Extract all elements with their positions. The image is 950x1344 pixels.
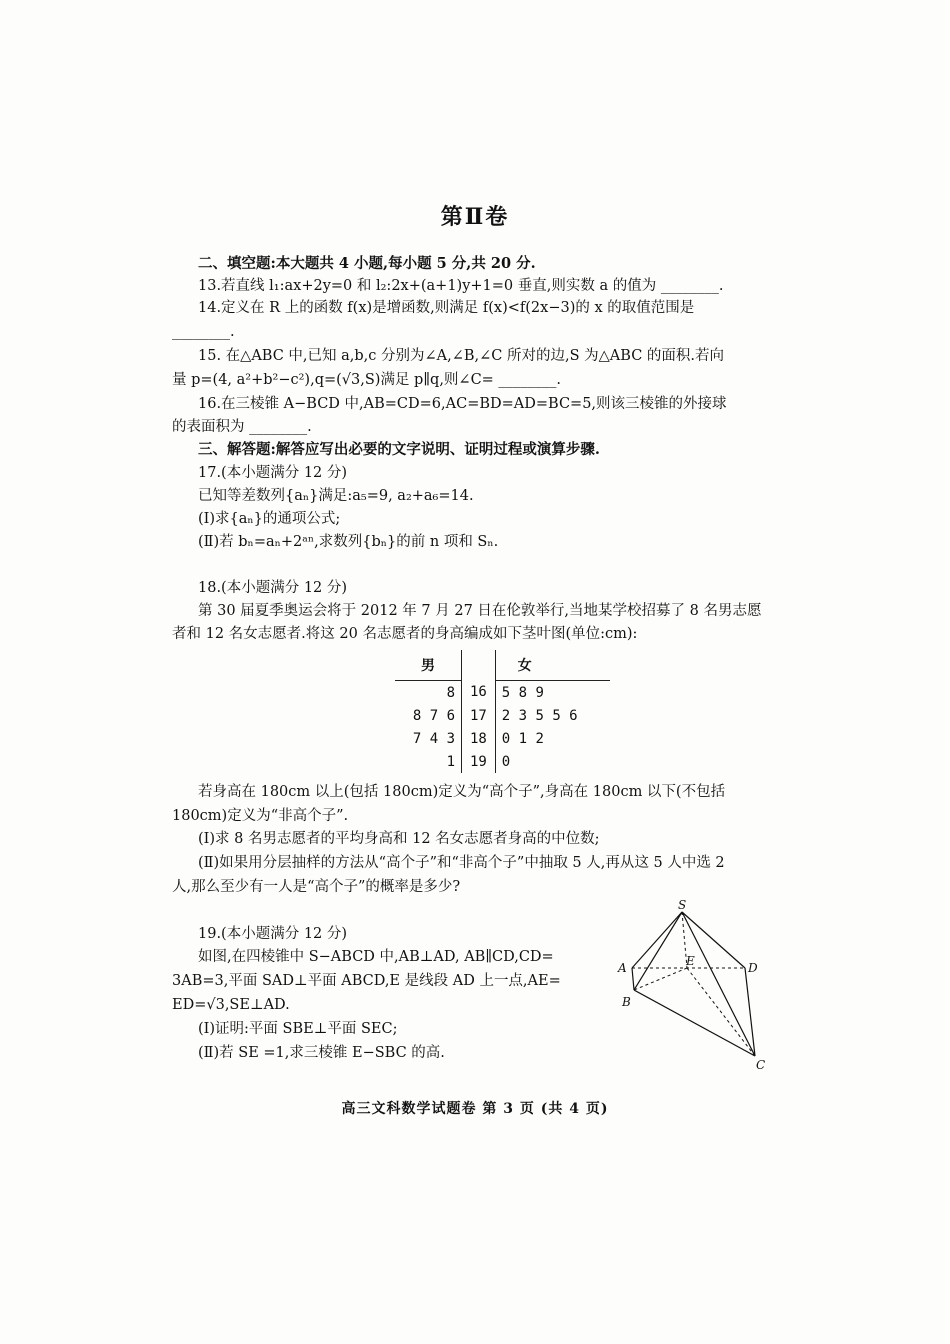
label-d: D — [748, 961, 758, 975]
question-15-line-2: 量 p=(4, a²+b²−c²),q=(√3,S)满足 p∥q,则∠C= ________. — [172, 372, 562, 388]
question-16-line-1: 16.在三棱锥 A−BCD 中,AB=CD=6,AC=BD=AD=BC=5,则该三棱锥的外接球 — [198, 396, 727, 412]
table-row — [395, 681, 610, 705]
male-leaves: 1 — [446, 753, 456, 770]
edge-sa — [632, 912, 682, 968]
label-a: A — [618, 961, 627, 975]
label-c: C — [756, 1058, 766, 1072]
question-18-line-3: 若身高在 180cm 以上(包括 180cm)定义为“高个子”,身高在 180cm 以下(不包括 — [198, 784, 726, 800]
table-row — [395, 750, 610, 773]
female-leaves: 0 1 2 — [501, 730, 544, 747]
page-title: 第Ⅱ卷 — [440, 204, 510, 230]
stem: 16 — [462, 681, 496, 705]
table-row — [395, 704, 610, 727]
question-18-heading: 18.(本小题满分 12 分) — [198, 580, 348, 596]
edge-sc — [682, 912, 755, 1056]
section-answer-heading: 三、解答题:解答应写出必要的文字说明、证明过程或演算步骤. — [198, 441, 600, 458]
edge-cd — [745, 968, 755, 1056]
question-17-part-2: (Ⅱ)若 bₙ=aₙ+2ᵃⁿ,求数列{bₙ}的前 n 项和 Sₙ. — [198, 534, 499, 550]
question-19-part-1: (Ⅰ)证明:平面 SBE⊥平面 SEC; — [198, 1021, 398, 1037]
question-15-line-1: 15. 在△ABC 中,已知 a,b,c 分别为∠A,∠B,∠C 所对的边,S 为△ABC 的面积.若向 — [198, 348, 725, 364]
stem-leaf-plot — [395, 650, 610, 780]
question-18-line-5: 人,那么至少有一人是“高个子”的概率是多少? — [172, 879, 461, 895]
page-footer: 高三文科数学试题卷 第 3 页 (共 4 页) — [341, 1101, 609, 1117]
question-19-line-2: 3AB=3,平面 SAD⊥平面 ABCD,E 是线段 AD 上一点,AE= — [172, 973, 561, 989]
stem: 18 — [462, 727, 496, 750]
question-18-part-2: (Ⅱ)如果用分层抽样的方法从“高个子”和“非高个子”中抽取 5 人,再从这 5 人中选 2 — [198, 855, 725, 871]
stem: 19 — [462, 750, 496, 773]
question-18-line-4: 180cm)定义为“非高个子”. — [172, 808, 349, 824]
question-19-part-2: (Ⅱ)若 SE =1,求三棱锥 E−SBC 的高. — [198, 1045, 445, 1061]
edge-ec-hidden — [687, 968, 755, 1056]
pyramid-figure — [612, 898, 782, 1074]
question-19-line-3: ED=√3,SE⊥AD. — [172, 997, 290, 1013]
female-leaves: 2 3 5 5 6 — [501, 707, 578, 724]
male-leaves: 8 7 6 — [412, 707, 456, 724]
stem-leaf-table — [395, 650, 610, 773]
female-leaves: 5 8 9 — [501, 684, 544, 701]
question-18-line-1: 第 30 届夏季奥运会将于 2012 年 7 月 27 日在伦敦举行,当地某学校招募了 8 名男志愿 — [198, 603, 762, 619]
edge-ab — [632, 968, 634, 990]
edge-sb — [634, 912, 682, 990]
section-fill-in-heading: 二、填空题:本大题共 4 小题,每小题 5 分,共 20 分. — [198, 255, 536, 272]
question-18-line-2: 者和 12 名女志愿者.将这 20 名志愿者的身高编成如下茎叶图(单位:cm): — [172, 626, 638, 642]
question-19-heading: 19.(本小题满分 12 分) — [198, 926, 348, 942]
question-17-part-1: (Ⅰ)求{aₙ}的通项公式; — [198, 511, 341, 527]
question-14-line-2: ________. — [172, 324, 235, 340]
table-row — [395, 727, 610, 750]
question-14-line-1: 14.定义在 R 上的函数 f(x)是增函数,则满足 f(x)<f(2x−3)的 x 的取值范围是 — [198, 300, 695, 316]
stem: 17 — [462, 704, 496, 727]
edge-bc — [634, 990, 755, 1056]
question-18-part-1: (Ⅰ)求 8 名男志愿者的平均身高和 12 名女志愿者身高的中位数; — [198, 831, 600, 847]
label-b: B — [622, 995, 631, 1009]
male-leaves: 7 4 3 — [412, 730, 456, 747]
question-19-line-1: 如图,在四棱锥中 S−ABCD 中,AB⊥AD, AB∥CD,CD= — [198, 949, 554, 965]
question-17-stem: 已知等差数列{aₙ}满足:a₅=9, a₂+a₆=14. — [198, 488, 474, 504]
question-17-heading: 17.(本小题满分 12 分) — [198, 465, 348, 481]
question-13: 13.若直线 l₁:ax+2y=0 和 l₂:2x+(a+1)y+1=0 垂直,则实数 a 的值为 ________. — [198, 278, 724, 294]
question-16-line-2: 的表面积为 ________. — [172, 419, 312, 435]
female-header: 女 — [495, 650, 610, 681]
male-leaves: 8 — [446, 684, 456, 701]
edge-eb-hidden — [634, 968, 687, 990]
male-header: 男 — [395, 650, 462, 681]
stem-header — [462, 650, 496, 681]
female-leaves: 0 — [501, 753, 511, 770]
label-s: S — [678, 898, 687, 912]
label-e: E — [686, 954, 695, 968]
